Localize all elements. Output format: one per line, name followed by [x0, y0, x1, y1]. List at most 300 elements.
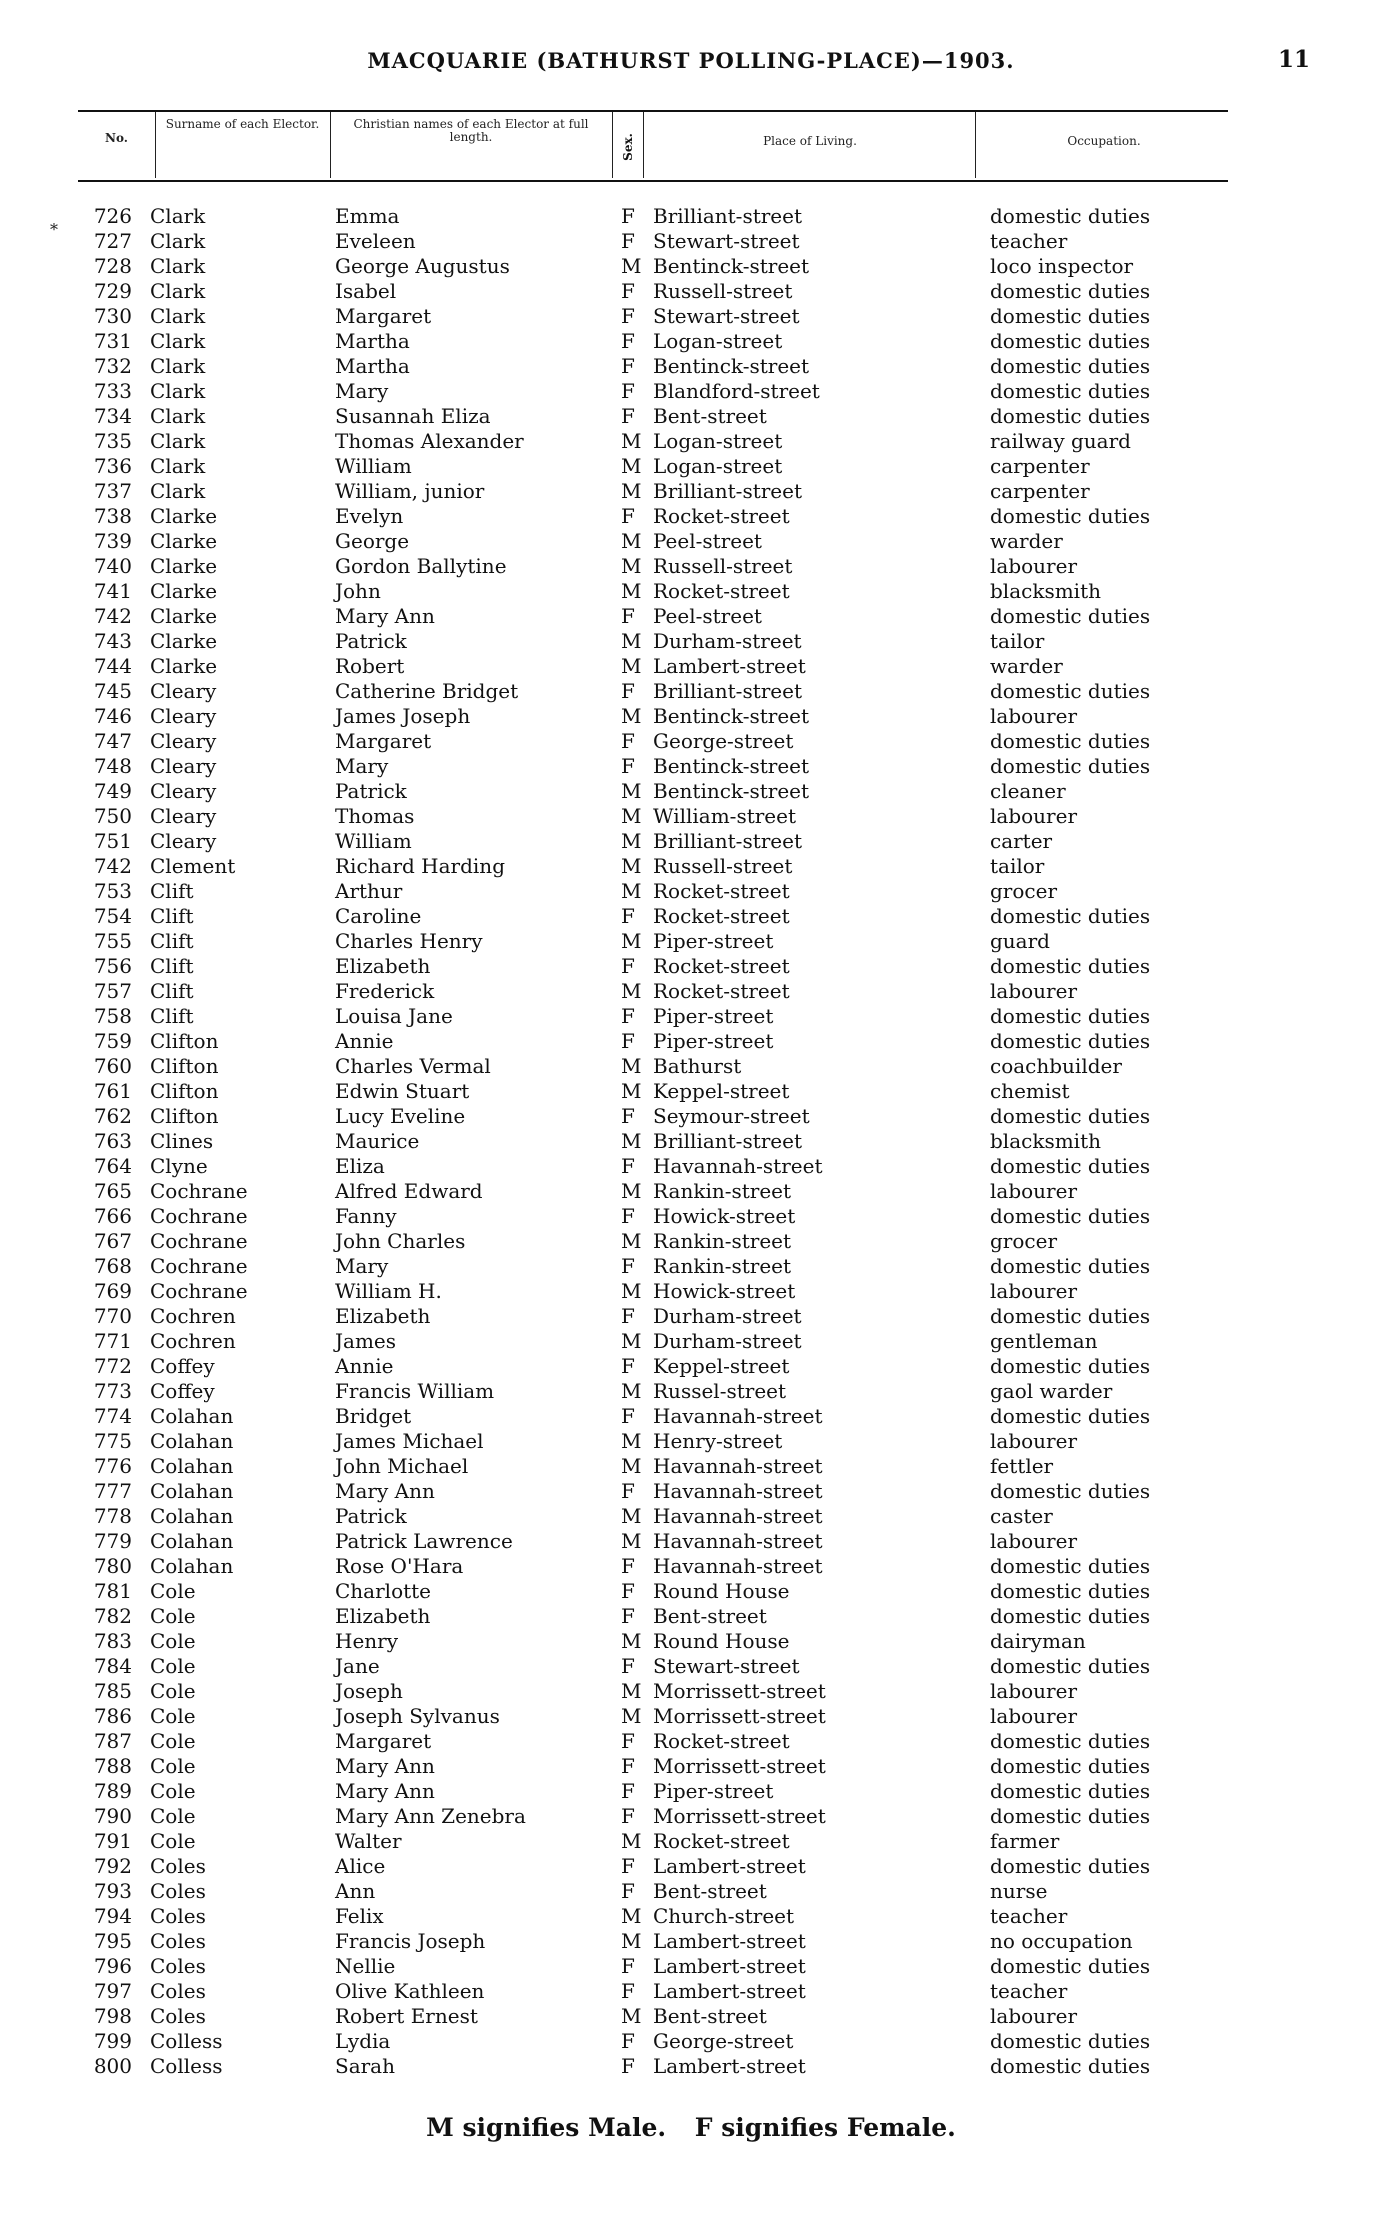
- cell-christian: Mary: [335, 379, 389, 403]
- cell-occupation: gentleman: [990, 1329, 1098, 1353]
- cell-sex: F: [621, 679, 635, 703]
- cell-christian: Jane: [335, 1654, 380, 1678]
- cell-place: Morrissett-street: [653, 1679, 826, 1703]
- table-row: [0, 1829, 1382, 1854]
- table-row: [0, 704, 1382, 729]
- table-row: [0, 1479, 1382, 1504]
- cell-occupation: nurse: [990, 1879, 1048, 1903]
- cell-christian: Fanny: [335, 1204, 397, 1228]
- cell-place: Rocket-street: [653, 979, 790, 1003]
- cell-place: Durham-street: [653, 1329, 802, 1353]
- cell-sex: M: [621, 629, 642, 653]
- cell-surname: Colahan: [150, 1404, 234, 1428]
- cell-sex: F: [621, 1729, 635, 1753]
- column-header-christian: Christian names of each Elector at full length.: [353, 117, 589, 144]
- cell-surname: Coles: [150, 2004, 206, 2028]
- cell-sex: M: [621, 654, 642, 678]
- cell-occupation: domestic duties: [990, 279, 1151, 303]
- cell-christian: Elizabeth: [335, 1604, 431, 1628]
- cell-occupation: domestic duties: [990, 504, 1151, 528]
- cell-sex: M: [621, 1329, 642, 1353]
- cell-surname: Cole: [150, 1679, 196, 1703]
- cell-sex: F: [621, 2029, 635, 2053]
- cell-surname: Clarke: [150, 529, 218, 553]
- cell-christian: Mary Ann: [335, 1754, 435, 1778]
- cell-no: 784: [93, 1654, 132, 1678]
- table-row: [0, 1879, 1382, 1904]
- cell-occupation: carpenter: [990, 454, 1090, 478]
- cell-sex: M: [621, 1629, 642, 1653]
- table-row: [0, 654, 1382, 679]
- cell-christian: Caroline: [335, 904, 422, 928]
- cell-no: 799: [93, 2029, 132, 2053]
- table-row: [0, 1929, 1382, 1954]
- cell-surname: Colahan: [150, 1529, 234, 1553]
- cell-christian: Martha: [335, 329, 410, 353]
- cell-surname: Colahan: [150, 1504, 234, 1528]
- cell-place: Morrissett-street: [653, 1754, 826, 1778]
- cell-no: 763: [93, 1129, 132, 1153]
- cell-christian: Emma: [335, 204, 400, 228]
- cell-christian: Nellie: [335, 1954, 396, 1978]
- cell-place: Bentinck-street: [653, 254, 810, 278]
- cell-sex: M: [621, 1929, 642, 1953]
- cell-surname: Clark: [150, 204, 206, 228]
- cell-sex: M: [621, 2004, 642, 2028]
- cell-place: Howick-street: [653, 1279, 796, 1303]
- cell-christian: Mary Ann Zenebra: [335, 1804, 526, 1828]
- cell-place: Russell-street: [653, 554, 793, 578]
- cell-sex: M: [621, 979, 642, 1003]
- cell-christian: Isabel: [335, 279, 397, 303]
- cell-occupation: domestic duties: [990, 304, 1151, 328]
- cell-surname: Clift: [150, 954, 194, 978]
- cell-occupation: domestic duties: [990, 1729, 1151, 1753]
- cell-no: 772: [93, 1354, 132, 1378]
- cell-surname: Clark: [150, 329, 206, 353]
- cell-no: 742: [93, 604, 132, 628]
- cell-christian: Bridget: [335, 1404, 412, 1428]
- cell-surname: Cole: [150, 1579, 196, 1603]
- table-row: [0, 454, 1382, 479]
- cell-christian: Sarah: [335, 2054, 395, 2078]
- cell-occupation: cleaner: [990, 779, 1066, 803]
- table-row: [0, 1704, 1382, 1729]
- cell-no: 730: [93, 304, 132, 328]
- cell-place: Brilliant-street: [653, 679, 803, 703]
- cell-sex: M: [621, 1179, 642, 1203]
- cell-christian: Thomas: [335, 804, 415, 828]
- cell-occupation: grocer: [990, 1229, 1058, 1253]
- cell-place: Havannah-street: [653, 1529, 823, 1553]
- table-row: [0, 379, 1382, 404]
- table-row: [0, 1904, 1382, 1929]
- cell-place: Peel-street: [653, 529, 762, 553]
- cell-christian: Evelyn: [335, 504, 404, 528]
- cell-sex: F: [621, 904, 635, 928]
- cell-christian: Thomas Alexander: [335, 429, 524, 453]
- cell-surname: Clark: [150, 304, 206, 328]
- cell-surname: Cole: [150, 1829, 196, 1853]
- cell-no: 770: [93, 1304, 132, 1328]
- cell-christian: Mary: [335, 1254, 389, 1278]
- cell-place: Brilliant-street: [653, 829, 803, 853]
- cell-occupation: blacksmith: [990, 1129, 1101, 1153]
- table-row: [0, 1604, 1382, 1629]
- cell-occupation: labourer: [990, 554, 1078, 578]
- table-row: [0, 1254, 1382, 1279]
- cell-sex: F: [621, 1554, 635, 1578]
- cell-christian: Edwin Stuart: [335, 1079, 470, 1103]
- cell-sex: M: [621, 929, 642, 953]
- cell-no: 792: [93, 1854, 132, 1878]
- cell-surname: Cole: [150, 1604, 196, 1628]
- table-row: [0, 1104, 1382, 1129]
- cell-place: Bentinck-street: [653, 354, 810, 378]
- cell-sex: F: [621, 379, 635, 403]
- table-row: [0, 229, 1382, 254]
- cell-surname: Clift: [150, 904, 194, 928]
- cell-occupation: domestic duties: [990, 2054, 1151, 2078]
- table-row: [0, 954, 1382, 979]
- cell-place: Logan-street: [653, 454, 783, 478]
- table-row: [0, 354, 1382, 379]
- cell-surname: Clark: [150, 354, 206, 378]
- cell-occupation: domestic duties: [990, 1854, 1151, 1878]
- cell-sex: F: [621, 1604, 635, 1628]
- table-row: [0, 754, 1382, 779]
- cell-sex: F: [621, 954, 635, 978]
- cell-place: Peel-street: [653, 604, 762, 628]
- cell-no: 729: [93, 279, 132, 303]
- cell-surname: Clift: [150, 879, 194, 903]
- cell-no: 795: [93, 1929, 132, 1953]
- cell-no: 790: [93, 1804, 132, 1828]
- cell-christian: Patrick: [335, 1504, 407, 1528]
- cell-no: 765: [93, 1179, 132, 1203]
- table-row: [0, 1054, 1382, 1079]
- table-row: [0, 1079, 1382, 1104]
- cell-place: Rocket-street: [653, 1729, 790, 1753]
- cell-no: 732: [93, 354, 132, 378]
- cell-christian: Maurice: [335, 1129, 420, 1153]
- cell-sex: M: [621, 1229, 642, 1253]
- cell-place: Henry-street: [653, 1429, 783, 1453]
- cell-sex: F: [621, 754, 635, 778]
- column-divider: [975, 112, 976, 178]
- cell-no: 775: [93, 1429, 132, 1453]
- cell-christian: John Charles: [335, 1229, 466, 1253]
- cell-christian: Mary Ann: [335, 1779, 435, 1803]
- column-divider: [155, 112, 156, 178]
- cell-surname: Cole: [150, 1779, 196, 1803]
- cell-no: 787: [93, 1729, 132, 1753]
- table-row: [0, 1179, 1382, 1204]
- column-divider: [643, 112, 644, 178]
- cell-occupation: teacher: [990, 1904, 1068, 1928]
- cell-christian: Mary Ann: [335, 604, 435, 628]
- cell-christian: Charlotte: [335, 1579, 432, 1603]
- cell-sex: M: [621, 1129, 642, 1153]
- cell-christian: Olive Kathleen: [335, 1979, 485, 2003]
- cell-no: 773: [93, 1379, 132, 1403]
- cell-place: Stewart-street: [653, 229, 800, 253]
- cell-place: Rankin-street: [653, 1254, 792, 1278]
- cell-sex: M: [621, 1904, 642, 1928]
- cell-surname: Colahan: [150, 1454, 234, 1478]
- cell-surname: Coles: [150, 1904, 206, 1928]
- cell-occupation: labourer: [990, 704, 1078, 728]
- cell-occupation: domestic duties: [990, 1154, 1151, 1178]
- cell-place: Rocket-street: [653, 954, 790, 978]
- cell-christian: Joseph Sylvanus: [335, 1704, 500, 1728]
- cell-sex: M: [621, 854, 642, 878]
- cell-surname: Colahan: [150, 1479, 234, 1503]
- cell-sex: M: [621, 1679, 642, 1703]
- table-row: [0, 1804, 1382, 1829]
- cell-place: Piper-street: [653, 929, 774, 953]
- cell-no: 739: [93, 529, 132, 553]
- cell-place: George-street: [653, 2029, 794, 2053]
- table-row: [0, 829, 1382, 854]
- cell-no: 776: [93, 1454, 132, 1478]
- cell-no: 797: [93, 1979, 132, 2003]
- cell-place: Rocket-street: [653, 579, 790, 603]
- cell-place: Logan-street: [653, 429, 783, 453]
- cell-occupation: grocer: [990, 879, 1058, 903]
- cell-occupation: domestic duties: [990, 1604, 1151, 1628]
- cell-surname: Clifton: [150, 1079, 219, 1103]
- cell-no: 789: [93, 1779, 132, 1803]
- table-row: [0, 204, 1382, 229]
- cell-no: 736: [93, 454, 132, 478]
- table-row: [0, 979, 1382, 1004]
- cell-christian: Patrick: [335, 779, 407, 803]
- table-row: [0, 679, 1382, 704]
- cell-occupation: domestic duties: [990, 1954, 1151, 1978]
- cell-occupation: carpenter: [990, 479, 1090, 503]
- cell-occupation: tailor: [990, 854, 1045, 878]
- cell-place: Piper-street: [653, 1029, 774, 1053]
- cell-surname: Colless: [150, 2029, 223, 2053]
- cell-sex: M: [621, 1079, 642, 1103]
- cell-surname: Clines: [150, 1129, 214, 1153]
- cell-no: 769: [93, 1279, 132, 1303]
- cell-place: Havannah-street: [653, 1479, 823, 1503]
- cell-surname: Cochrane: [150, 1204, 248, 1228]
- cell-sex: M: [621, 1379, 642, 1403]
- cell-no: 727: [93, 229, 132, 253]
- cell-surname: Cleary: [150, 729, 217, 753]
- cell-sex: F: [621, 329, 635, 353]
- cell-sex: M: [621, 429, 642, 453]
- cell-occupation: domestic duties: [990, 1354, 1151, 1378]
- cell-occupation: labourer: [990, 1529, 1078, 1553]
- cell-christian: Frederick: [335, 979, 435, 1003]
- cell-christian: Robert Ernest: [335, 2004, 478, 2028]
- cell-place: Brilliant-street: [653, 1129, 803, 1153]
- cell-place: Russel-street: [653, 1379, 787, 1403]
- cell-place: Lambert-street: [653, 1854, 806, 1878]
- table-row: [0, 1729, 1382, 1754]
- cell-place: Russell-street: [653, 854, 793, 878]
- cell-sex: F: [621, 304, 635, 328]
- table-row: [0, 1129, 1382, 1154]
- cell-no: 742: [93, 854, 132, 878]
- cell-no: 766: [93, 1204, 132, 1228]
- cell-sex: F: [621, 1254, 635, 1278]
- page-title: MACQUARIE (BATHURST POLLING-PLACE)—1903.: [367, 48, 1015, 73]
- cell-surname: Cleary: [150, 829, 217, 853]
- cell-no: 761: [93, 1079, 132, 1103]
- cell-sex: F: [621, 1004, 635, 1028]
- cell-christian: Eliza: [335, 1154, 385, 1178]
- cell-christian: Charles Vermal: [335, 1054, 491, 1078]
- cell-occupation: warder: [990, 529, 1063, 553]
- cell-christian: George: [335, 529, 410, 553]
- cell-sex: M: [621, 704, 642, 728]
- cell-christian: Annie: [335, 1354, 394, 1378]
- column-divider: [612, 112, 613, 178]
- cell-place: Bent-street: [653, 2004, 767, 2028]
- cell-no: 747: [93, 729, 132, 753]
- cell-no: 778: [93, 1504, 132, 1528]
- cell-christian: James Joseph: [335, 704, 471, 728]
- cell-occupation: domestic duties: [990, 1254, 1151, 1278]
- cell-surname: Clark: [150, 479, 206, 503]
- cell-christian: Elizabeth: [335, 954, 431, 978]
- cell-occupation: domestic duties: [990, 1754, 1151, 1778]
- cell-sex: M: [621, 779, 642, 803]
- cell-no: 791: [93, 1829, 132, 1853]
- cell-occupation: domestic duties: [990, 1304, 1151, 1328]
- cell-place: Bent-street: [653, 1879, 767, 1903]
- cell-surname: Cochrane: [150, 1229, 248, 1253]
- cell-christian: Rose O'Hara: [335, 1554, 464, 1578]
- table-row: [0, 1229, 1382, 1254]
- cell-surname: Clarke: [150, 504, 218, 528]
- cell-christian: Felix: [335, 1904, 384, 1928]
- cell-occupation: domestic duties: [990, 904, 1151, 928]
- cell-place: Howick-street: [653, 1204, 796, 1228]
- cell-occupation: labourer: [990, 1279, 1078, 1303]
- cell-place: Lambert-street: [653, 1954, 806, 1978]
- cell-no: 733: [93, 379, 132, 403]
- cell-no: 793: [93, 1879, 132, 1903]
- cell-christian: Patrick Lawrence: [335, 1529, 513, 1553]
- cell-surname: Clark: [150, 229, 206, 253]
- cell-sex: M: [621, 254, 642, 278]
- cell-place: Bentinck-street: [653, 704, 810, 728]
- cell-surname: Cleary: [150, 704, 217, 728]
- cell-surname: Clift: [150, 929, 194, 953]
- table-row: [0, 1654, 1382, 1679]
- cell-place: Lambert-street: [653, 654, 806, 678]
- cell-place: Bentinck-street: [653, 779, 810, 803]
- cell-surname: Clark: [150, 454, 206, 478]
- cell-occupation: domestic duties: [990, 329, 1151, 353]
- table-row: [0, 1554, 1382, 1579]
- page-number: 11: [1278, 46, 1311, 73]
- cell-surname: Clarke: [150, 604, 218, 628]
- cell-sex: M: [621, 1454, 642, 1478]
- cell-no: 794: [93, 1904, 132, 1928]
- cell-christian: Susannah Eliza: [335, 404, 491, 428]
- cell-place: Round House: [653, 1579, 790, 1603]
- cell-christian: Louisa Jane: [335, 1004, 453, 1028]
- cell-sex: F: [621, 279, 635, 303]
- cell-sex: M: [621, 554, 642, 578]
- cell-place: Durham-street: [653, 629, 802, 653]
- cell-place: Bentinck-street: [653, 754, 810, 778]
- cell-surname: Cleary: [150, 804, 217, 828]
- cell-occupation: coachbuilder: [990, 1054, 1122, 1078]
- cell-occupation: loco inspector: [990, 254, 1134, 278]
- cell-place: Stewart-street: [653, 304, 800, 328]
- table-row: [0, 1279, 1382, 1304]
- cell-place: Rankin-street: [653, 1179, 792, 1203]
- cell-place: Rankin-street: [653, 1229, 792, 1253]
- cell-place: Morrissett-street: [653, 1804, 826, 1828]
- cell-occupation: carter: [990, 829, 1053, 853]
- table-row: [0, 1779, 1382, 1804]
- cell-sex: F: [621, 1654, 635, 1678]
- cell-occupation: domestic duties: [990, 1104, 1151, 1128]
- cell-occupation: teacher: [990, 1979, 1068, 2003]
- cell-surname: Cole: [150, 1654, 196, 1678]
- cell-christian: James Michael: [335, 1429, 484, 1453]
- cell-sex: F: [621, 1954, 635, 1978]
- cell-occupation: tailor: [990, 629, 1045, 653]
- table-row: [0, 554, 1382, 579]
- cell-sex: F: [621, 1204, 635, 1228]
- margin-mark: *: [50, 220, 58, 239]
- cell-christian: Lydia: [335, 2029, 391, 2053]
- cell-occupation: labourer: [990, 1679, 1078, 1703]
- cell-no: 779: [93, 1529, 132, 1553]
- table-row: [0, 1454, 1382, 1479]
- cell-sex: M: [621, 454, 642, 478]
- cell-place: Rocket-street: [653, 904, 790, 928]
- cell-place: Lambert-street: [653, 1979, 806, 2003]
- cell-occupation: domestic duties: [990, 1479, 1151, 1503]
- cell-christian: William: [335, 454, 412, 478]
- cell-surname: Cleary: [150, 754, 217, 778]
- cell-surname: Cochren: [150, 1304, 236, 1328]
- table-row: [0, 279, 1382, 304]
- cell-surname: Clarke: [150, 629, 218, 653]
- cell-occupation: domestic duties: [990, 2029, 1151, 2053]
- cell-occupation: domestic duties: [990, 1204, 1151, 1228]
- legend: [0, 2113, 1382, 2142]
- cell-occupation: labourer: [990, 804, 1078, 828]
- cell-christian: Mary Ann: [335, 1479, 435, 1503]
- table-row: [0, 529, 1382, 554]
- cell-no: 774: [93, 1404, 132, 1428]
- cell-place: Seymour-street: [653, 1104, 810, 1128]
- cell-no: 746: [93, 704, 132, 728]
- table-row: [0, 854, 1382, 879]
- cell-surname: Clyne: [150, 1154, 208, 1178]
- table-row: [0, 2029, 1382, 2054]
- cell-surname: Cochrane: [150, 1279, 248, 1303]
- cell-place: Brilliant-street: [653, 204, 803, 228]
- cell-sex: F: [621, 204, 635, 228]
- cell-sex: F: [621, 1779, 635, 1803]
- table-row: [0, 1204, 1382, 1229]
- cell-occupation: domestic duties: [990, 729, 1151, 753]
- cell-occupation: domestic duties: [990, 404, 1151, 428]
